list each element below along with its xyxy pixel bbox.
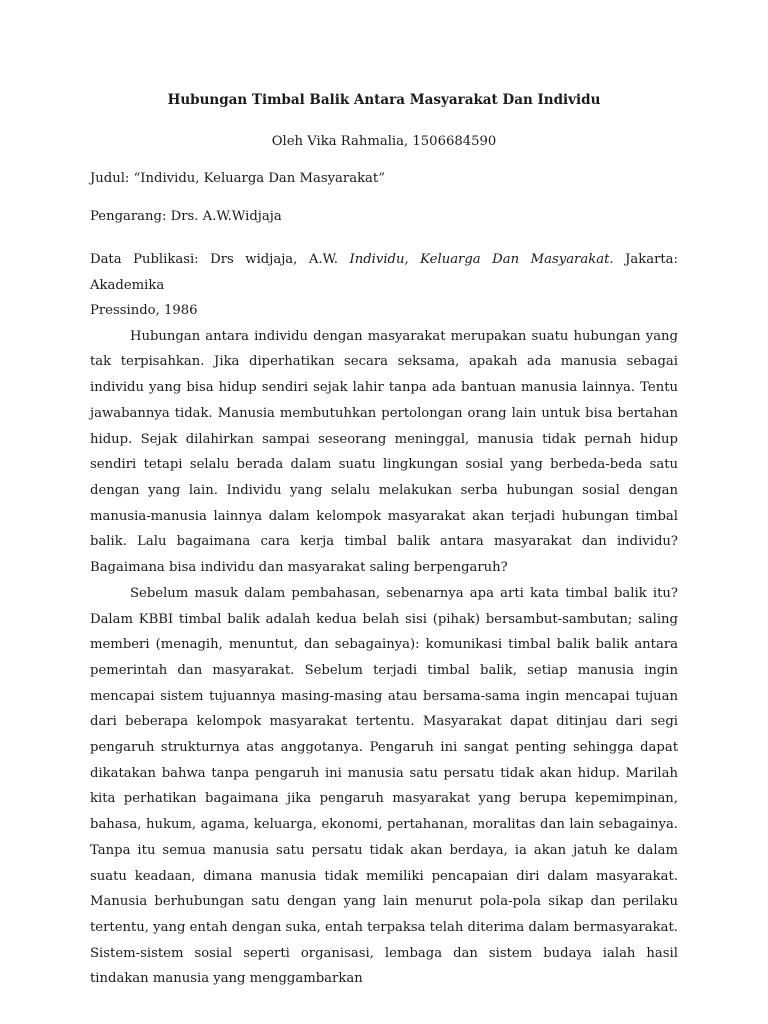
judul-line: Judul: “Individu, Keluarga Dan Masyarakat”	[90, 171, 385, 186]
publication-data	[90, 247, 678, 324]
pengarang-line: Pengarang: Drs. A.W.Widjaja	[90, 209, 282, 224]
publication-suffix: . Jakarta: Akademika	[90, 252, 678, 293]
body-paragraph-2: Sebelum masuk dalam pembahasan, sebenarnya apa arti kata timbal balik itu? Dalam KBBI timbal balik adalah kedua belah sisi (pihak) bersambut-sambutan; saling memberi (menagih, menuntut, dan sebagainya): komunikasi timbal balik balik antara pemerintah dan masyarakat. Sebelum terjadi timbal balik, setiap manusia ingin mencapai sistem tujuannya masing-masing atau bersama-sama ingin mencapai tujuan dari beberapa kelompok masyarakat tertentu. Masyarakat dapat ditinjau dari segi pengaruh strukturnya atas anggotanya. Pengaruh ini sangat penting sehingga dapat dikatakan bahwa tanpa pengaruh ini manusia satu persatu tidak akan hidup. Marilah kita perhatikan bagaimana jika pengaruh masyarakat yang berupa kepemimpinan, bahasa, hukum, agama, keluarga, ekonomi, pertahanan, moralitas dan lain sebagainya. Tanpa itu semua manusia satu persatu tidak akan berdaya, ia akan jatuh ke dalam suatu keadaan, dimana manusia tidak memiliki pencapaian diri dalam masyarakat. Manusia berhubungan satu dengan yang lain menurut pola-pola sikap dan perilaku tertentu, yang entah dengan suka, entah terpaksa telah diterima dalam bermasyarakat. Sistem-sistem sosial seperti organisasi, lembaga dan sistem budaya ialah hasil tindakan manusia yang menggambarkan	[90, 585, 678, 987]
publication-line-2: Pressindo, 1986	[90, 303, 198, 319]
publication-book-title: Individu, Keluarga Dan Masyarakat	[349, 252, 610, 267]
document-title: Hubungan Timbal Balik Antara Masyarakat Dan Individu	[167, 92, 601, 108]
publication-line-1	[90, 247, 678, 298]
author-line: Oleh Vika Rahmalia, 1506684590	[271, 134, 497, 149]
body-paragraph-1: Hubungan antara individu dengan masyarakat merupakan suatu hubungan yang tak terpisahkan. Jika diperhatikan secara seksama, apakah ada manusia sebagai individu yang bisa hidup sendiri sejak lahir tanpa ada bantuan manusia lainnya. Tentu jawabannya tidak. Manusia membutuhkan pertolongan orang lain untuk bisa bertahan hidup. Sejak dilahirkan sampai seseorang meninggal, manusia tidak pernah hidup sendiri tetapi selalu berada dalam suatu lingkungan sosial yang berbeda-beda satu dengan yang lain. Individu yang selalu melakukan serba hubungan sosial dengan manusia-manusia lainnya dalam kelompok masyarakat akan terjadi hubungan timbal balik. Lalu bagaimana cara kerja timbal balik antara masyarakat dan individu? Bagaimana bisa individu dan masyarakat saling berpengaruh?	[90, 328, 678, 576]
publication-prefix: Data Publikasi: Drs widjaja, A.W.	[90, 252, 350, 267]
